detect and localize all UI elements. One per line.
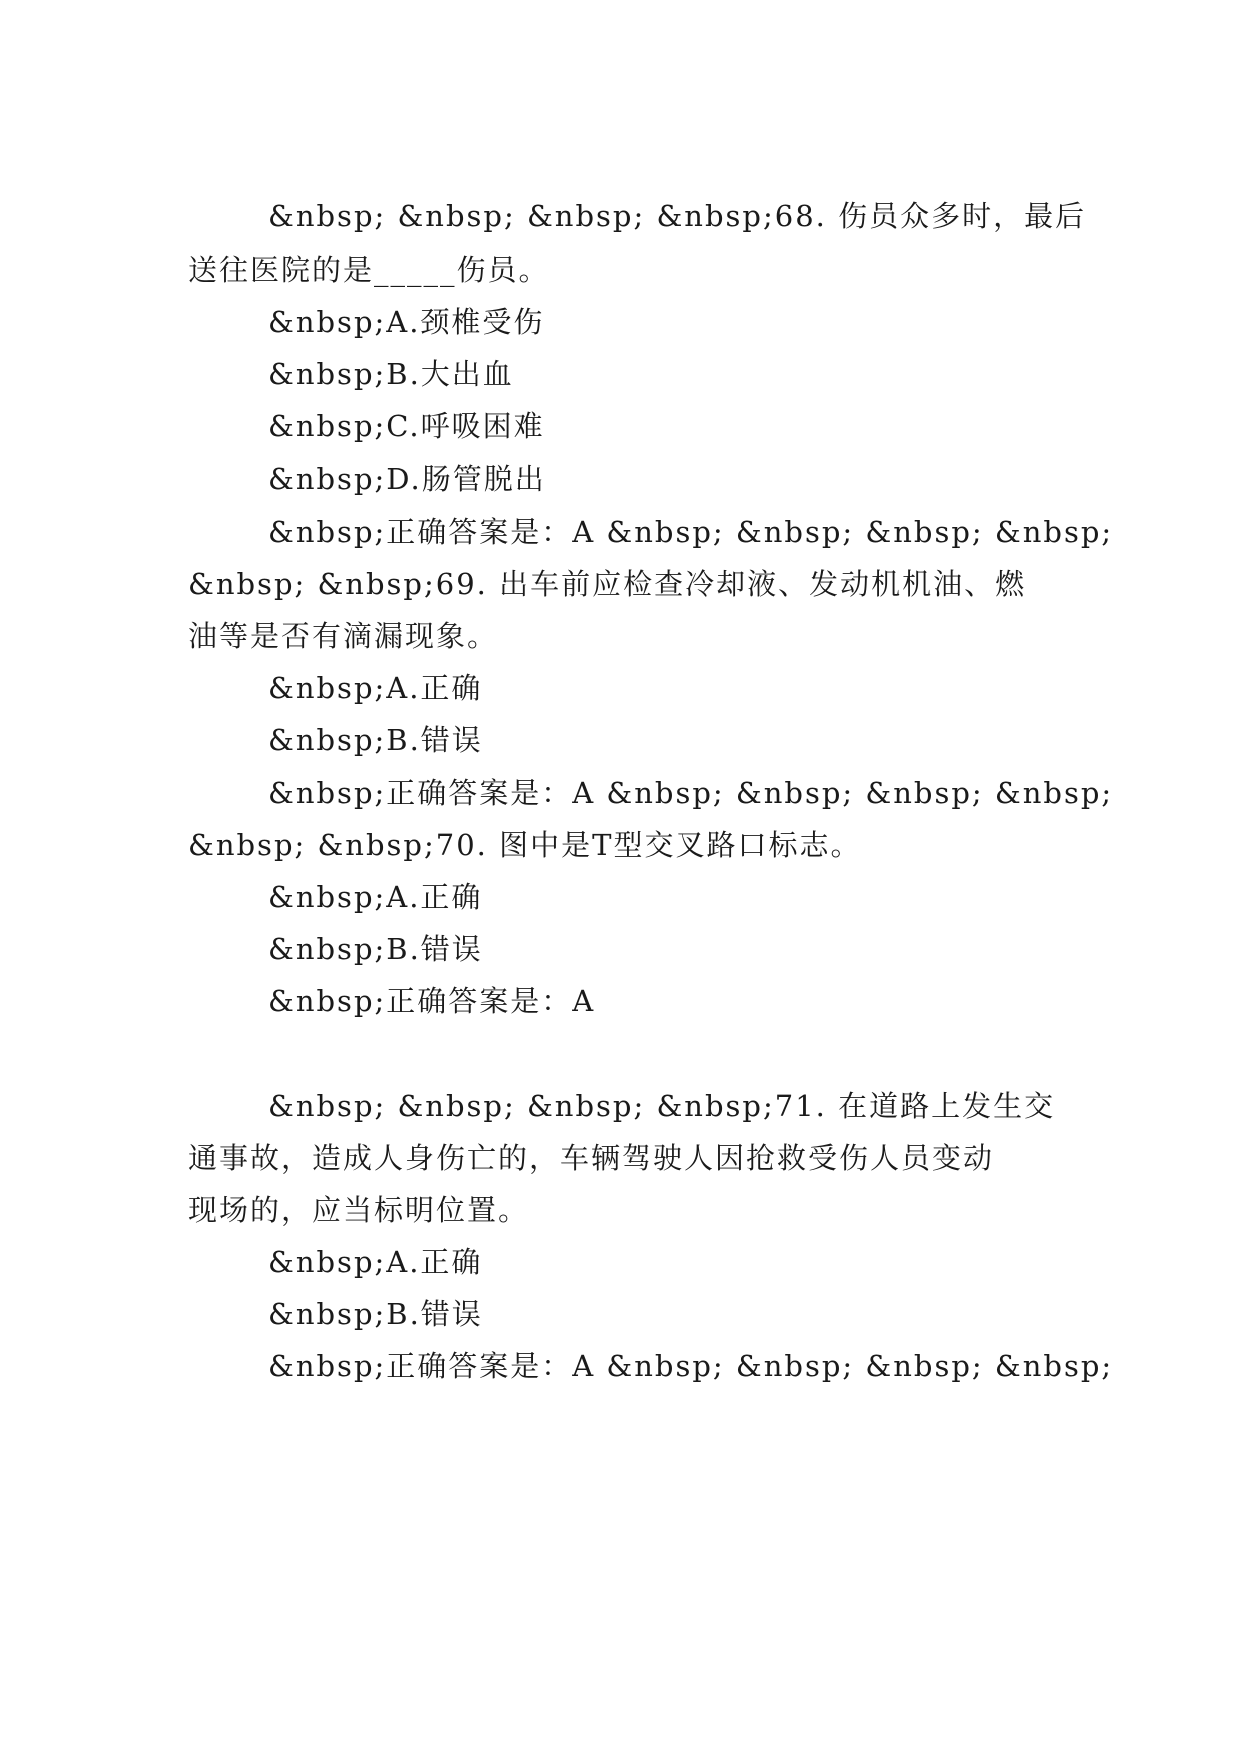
option-a: &nbsp;A.正确 — [268, 1245, 483, 1279]
option-b: &nbsp;B.错误 — [268, 723, 483, 757]
question-71-line-1: &nbsp; &nbsp; &nbsp; &nbsp;71. 在道路上发生交 — [268, 1089, 1056, 1123]
question-68-line-2: 送往医院的是_____伤员。 — [188, 253, 550, 287]
option-b: &nbsp;B.错误 — [268, 932, 483, 966]
answer-69: &nbsp;正确答案是：A &nbsp; &nbsp; &nbsp; &nbsp; — [268, 776, 1114, 810]
answer-70: &nbsp;正确答案是：A — [268, 984, 596, 1018]
question-70-line-1: &nbsp; &nbsp;70. 图中是T型交叉路口标志。 — [188, 828, 862, 862]
question-69-line-1: &nbsp; &nbsp;69. 出车前应检查冷却液、发动机机油、燃 — [188, 567, 1027, 601]
question-69-line-2: 油等是否有滴漏现象。 — [188, 619, 499, 653]
option-a: &nbsp;A.颈椎受伤 — [268, 305, 545, 339]
option-a: &nbsp;A.正确 — [268, 880, 483, 914]
question-71-line-2: 通事故，造成人身伤亡的，车辆驾驶人因抢救受伤人员变动 — [188, 1141, 995, 1175]
option-b: &nbsp;B.大出血 — [268, 357, 514, 391]
option-d: &nbsp;D.肠管脱出 — [268, 462, 546, 496]
question-71-line-3: 现场的，应当标明位置。 — [188, 1193, 530, 1227]
answer-68: &nbsp;正确答案是：A &nbsp; &nbsp; &nbsp; &nbsp; — [268, 515, 1114, 549]
question-68-line-1: &nbsp; &nbsp; &nbsp; &nbsp;68. 伤员众多时，最后 — [268, 199, 1087, 233]
option-b: &nbsp;B.错误 — [268, 1297, 483, 1331]
option-c: &nbsp;C.呼吸困难 — [268, 409, 545, 443]
answer-71: &nbsp;正确答案是：A &nbsp; &nbsp; &nbsp; &nbsp; — [268, 1349, 1114, 1383]
option-a: &nbsp;A.正确 — [268, 671, 483, 705]
